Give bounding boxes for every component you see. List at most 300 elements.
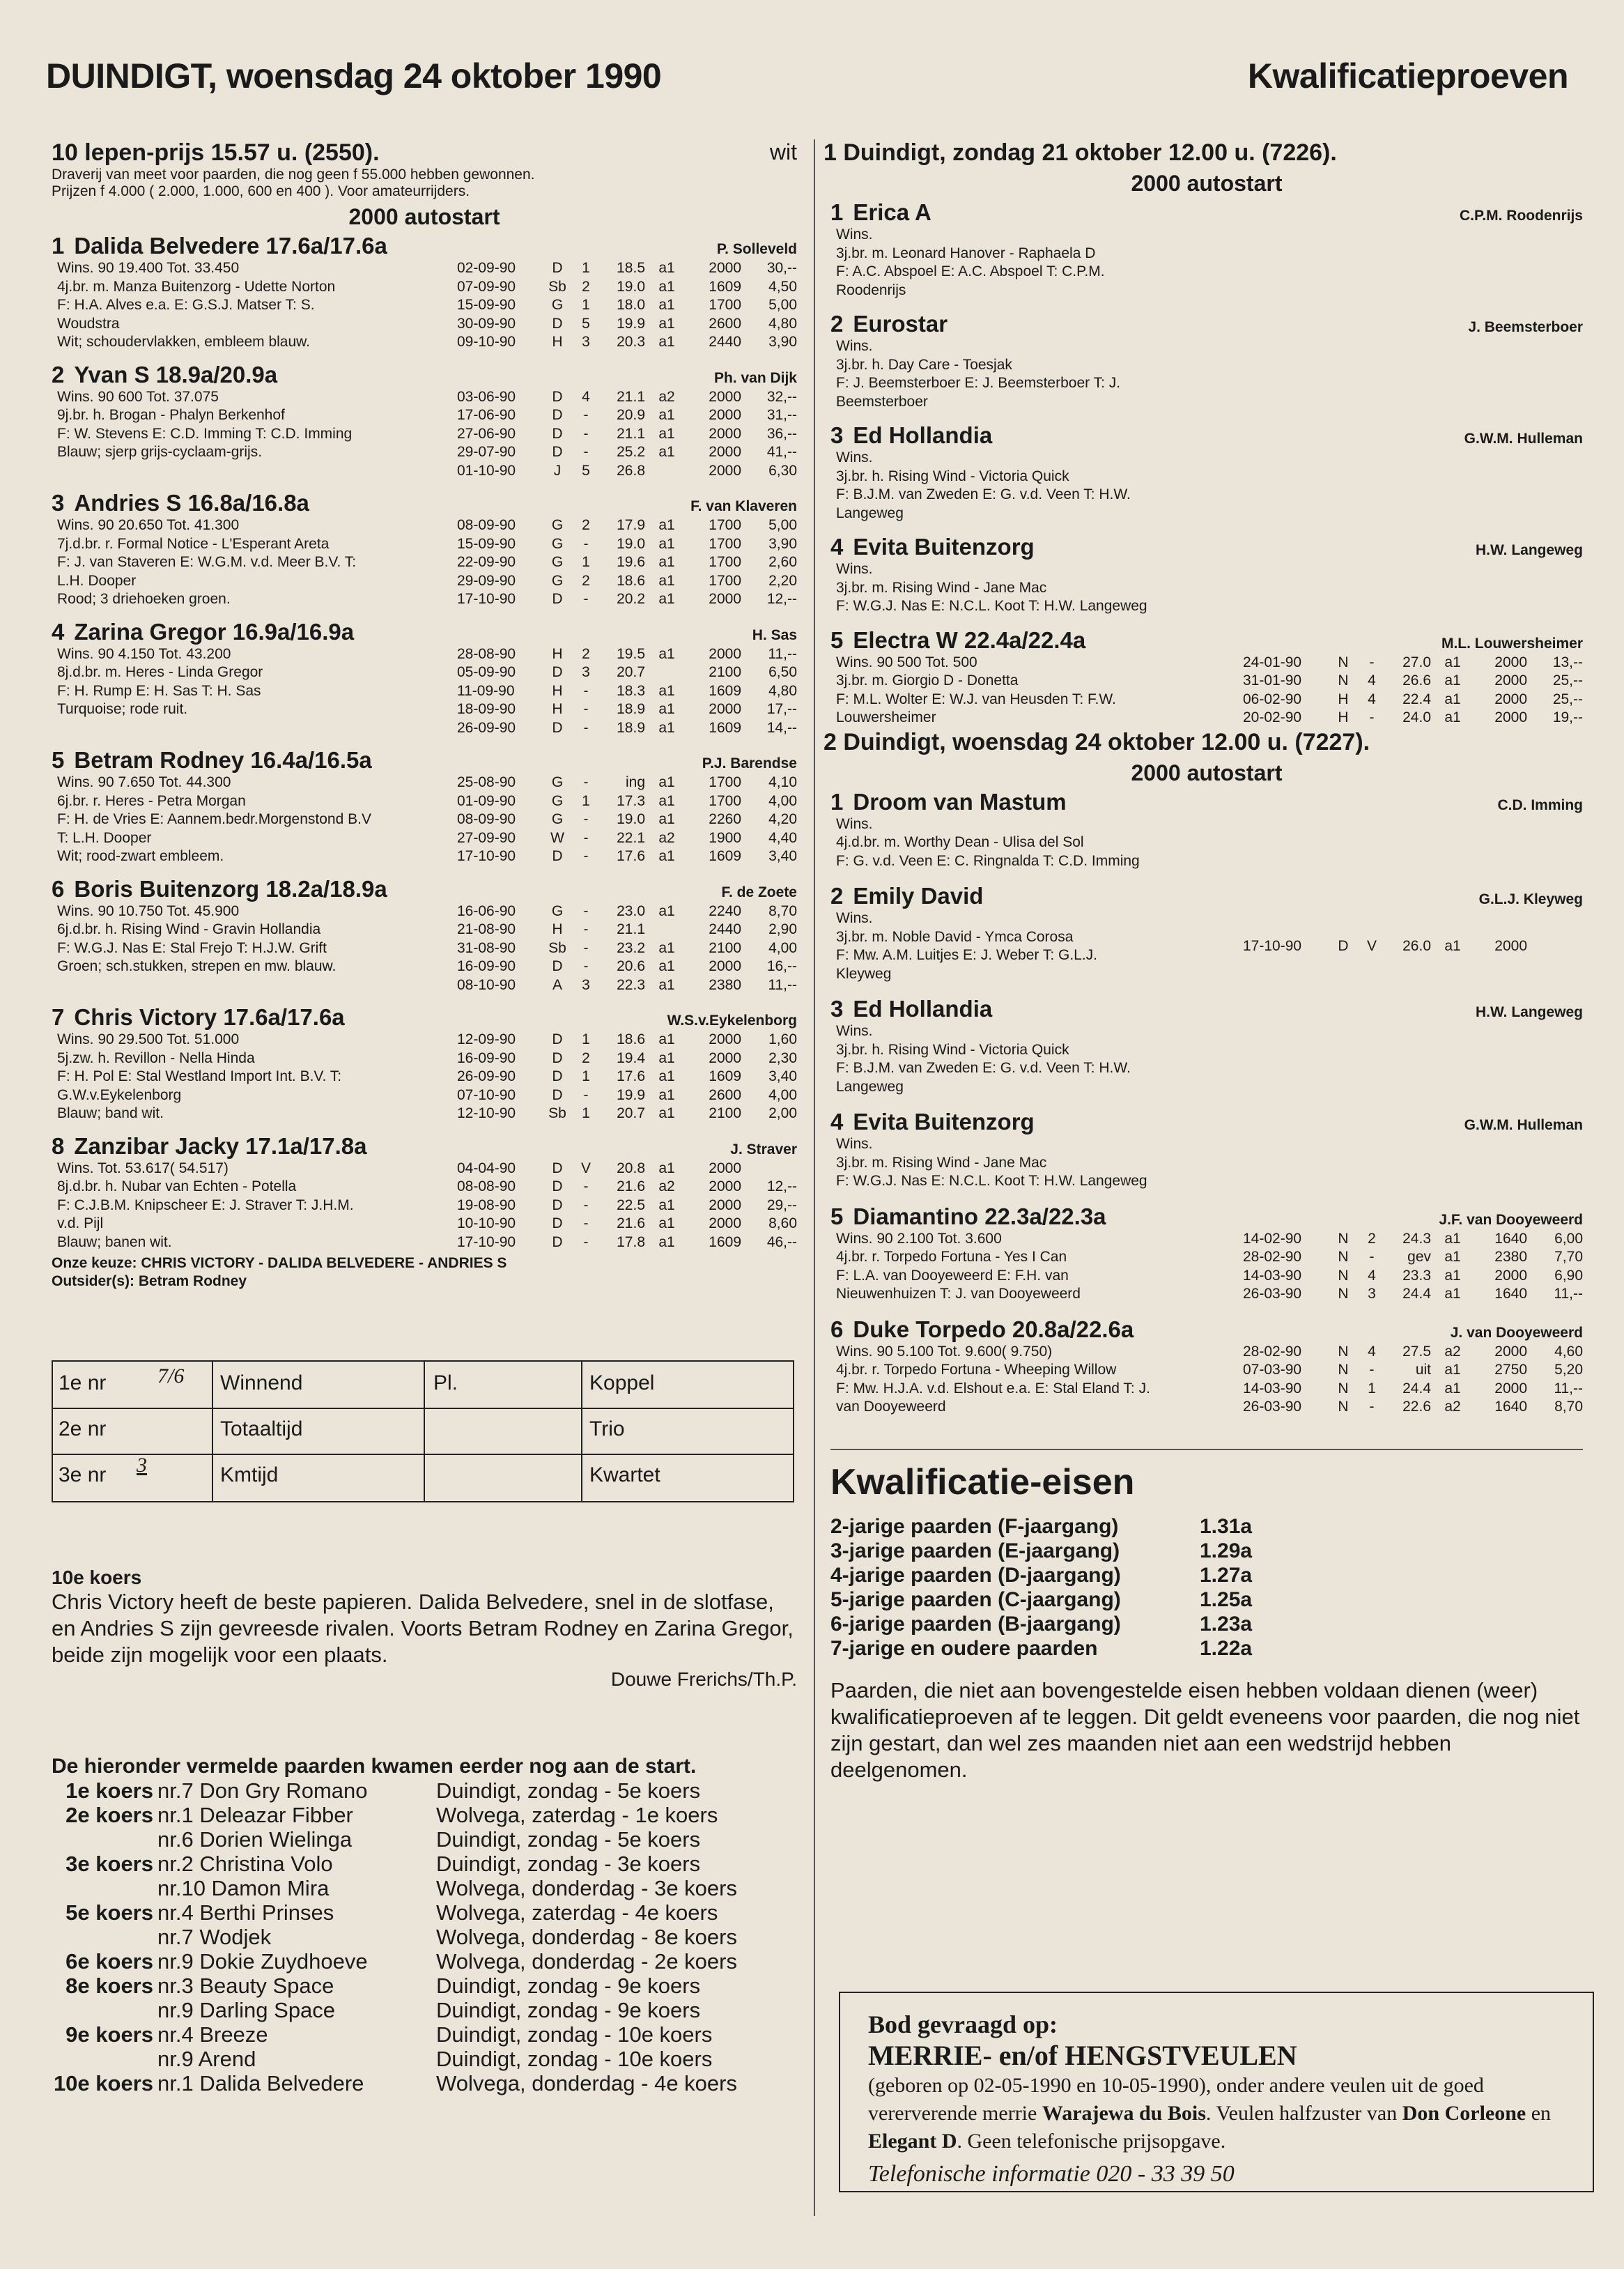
record-cell: a1 <box>658 517 675 533</box>
record-cell: 16-09-90 <box>457 958 516 974</box>
record-row <box>457 278 797 297</box>
record-row <box>457 1049 797 1068</box>
record-cell: 19-08-90 <box>457 1197 516 1213</box>
horse-entry <box>52 1004 797 1123</box>
record-cell: - <box>583 591 589 607</box>
horse-number: 2 <box>830 883 844 909</box>
horse-info-line: 9j.br. h. Brogan - Phalyn Berkenhof <box>57 407 285 423</box>
record-cell: 20.6 <box>617 958 645 974</box>
eisen-age: 2-jarige paarden (F-jaargang) <box>830 1514 1119 1538</box>
record-cell: a1 <box>658 645 675 662</box>
horse-title <box>52 362 797 388</box>
record-cell: 4 <box>1368 1343 1376 1360</box>
record-cell: 21.6 <box>617 1178 645 1194</box>
record-cell: a1 <box>658 572 675 589</box>
horse-name-text: Emily David <box>853 883 984 909</box>
comment-block <box>52 1567 797 1691</box>
horse-info-line: Wit; schoudervlakken, embleem blauw. <box>57 334 310 350</box>
horse-info <box>830 226 1583 300</box>
record-cell: 1640 <box>1494 1230 1527 1247</box>
record-cell: 1609 <box>709 1233 741 1250</box>
race-description <box>52 167 797 200</box>
record-cell: 27-06-90 <box>457 425 516 442</box>
horse-info <box>830 1135 1583 1191</box>
record-cell: 28-02-90 <box>1243 1343 1302 1360</box>
record-cell: a1 <box>658 315 675 332</box>
horse-info-line: Wins. <box>836 1136 873 1152</box>
record-cell: 4,20 <box>768 811 797 827</box>
record-cell: 2000 <box>709 260 741 276</box>
horse-info-line: Wit; rood-zwart embleem. <box>57 848 224 864</box>
record-cell: D <box>552 1178 563 1194</box>
record-cell: - <box>583 701 589 717</box>
horse-info-line: Turquoise; rode ruit. <box>57 701 188 717</box>
race-desc-line: Draverij van meet voor paarden, die nog geen f 55.000 hebben gewonnen. <box>52 167 535 183</box>
horse-info-line: 3j.br. m. Rising Wind - Jane Mac <box>836 579 1047 596</box>
record-cell: 24.4 <box>1402 1380 1431 1397</box>
horse-records <box>457 1031 797 1123</box>
record-row <box>1243 909 1583 983</box>
record-row <box>457 1178 797 1197</box>
horse-info-line: Groen; sch.stukken, strepen en mw. blauw. <box>57 958 337 974</box>
record-cell: 1,60 <box>768 1031 797 1047</box>
horse-info-line: 4j.d.br. m. Worthy Dean - Ulisa del Sol <box>836 834 1084 850</box>
record-cell: 4,00 <box>768 1086 797 1103</box>
horse-info-line: F: C.J.B.M. Knipscheer E: J. Straver T: J.H.M. <box>57 1197 354 1213</box>
record-cell: 5 <box>582 462 590 479</box>
race-autostart: 2000 autostart <box>348 204 500 229</box>
horse-driver: G.L.J. Kleyweg <box>1478 891 1583 907</box>
eisen-time: 1.23a <box>1200 1612 1253 1636</box>
outsiders: Outsider(s): Betram Rodney <box>52 1273 247 1289</box>
record-row <box>457 1031 797 1049</box>
results-first-label: 1e nr <box>59 1371 107 1394</box>
record-cell: 24.0 <box>1402 709 1431 725</box>
race-desc-line: Prijzen f 4.000 ( 2.000, 1.000, 600 en 400 ). Voor amateurrijders. <box>52 183 470 199</box>
record-cell: 4,80 <box>768 315 797 332</box>
horse-title <box>830 1203 1583 1230</box>
horse-name <box>830 1316 1134 1343</box>
previous-row <box>52 1803 737 1827</box>
results-second-label: 2e nr <box>59 1417 107 1440</box>
previous-cell: 2e koers <box>65 1803 153 1827</box>
horse-name-text: Electra W 22.4a/22.4a <box>853 626 1086 653</box>
record-row <box>457 847 797 866</box>
record-cell: - <box>583 829 589 846</box>
horse-driver: J. Beemsterboer <box>1468 319 1583 335</box>
record-cell: a1 <box>1444 1230 1461 1247</box>
record-cell: a2 <box>1444 1343 1461 1360</box>
horse-entry <box>830 199 1583 300</box>
horse-body <box>830 1343 1583 1417</box>
record-row <box>457 572 797 591</box>
record-cell: 4 <box>1368 672 1376 689</box>
horse-entry <box>830 996 1583 1096</box>
record-cell: 1 <box>582 260 590 276</box>
record-cell: 19.0 <box>617 811 645 827</box>
horse-name-text: Boris Buitenzorg 18.2a/18.9a <box>74 875 387 902</box>
record-cell: 2750 <box>1494 1362 1527 1378</box>
record-cell: 2 <box>582 572 590 589</box>
record-cell: 6,90 <box>1554 1267 1583 1284</box>
record-cell: 2000 <box>1494 937 1527 954</box>
previous-cell <box>52 2047 157 2071</box>
horse-info-line: F: W.G.J. Nas E: N.C.L. Koot T: H.W. Langeweg <box>836 1173 1147 1189</box>
record-cell: - <box>1369 709 1375 725</box>
previous-row <box>52 1876 737 1900</box>
horse-body <box>52 388 797 481</box>
record-row <box>1243 1267 1583 1286</box>
record-cell: 2,20 <box>768 572 797 589</box>
horse-name <box>830 534 1035 560</box>
record-cell: 1 <box>582 1068 590 1084</box>
record-cell: 22.5 <box>617 1197 645 1213</box>
record-cell: V <box>580 1160 591 1176</box>
horse-info <box>52 774 457 866</box>
record-cell: 20.2 <box>617 591 645 607</box>
record-cell: - <box>1369 1399 1375 1415</box>
record-cell: 29,-- <box>766 1197 797 1213</box>
horse-name <box>52 362 277 388</box>
horse-info-line: Wins. 90 500 Tot. 500 <box>836 654 977 670</box>
previous-cell <box>52 1876 157 1900</box>
horse-name <box>830 1109 1035 1135</box>
record-cell: a1 <box>658 260 675 276</box>
record-cell: 07-10-90 <box>457 1086 516 1103</box>
record-row <box>457 535 797 554</box>
record-cell: 1700 <box>709 517 741 533</box>
previous-cell <box>52 1925 157 1949</box>
record-cell: - <box>583 774 589 790</box>
horse-entry <box>830 534 1583 616</box>
record-cell: 2380 <box>709 976 741 993</box>
ad-heading: Bod gevraagd op: <box>868 2010 1058 2038</box>
record-cell: 17-10-90 <box>1243 937 1302 954</box>
record-cell: 17.6 <box>617 1068 645 1084</box>
results-divider <box>212 1362 213 1501</box>
record-cell: 17.3 <box>617 792 645 809</box>
handwritten-third: 3 <box>137 1454 147 1477</box>
horse-info-line: F: W.G.J. Nas E: Stal Frejo T: H.J.W. Grift <box>57 939 327 956</box>
record-cell: 20.3 <box>617 334 645 350</box>
record-row <box>457 1233 797 1252</box>
record-cell: 22.6 <box>1402 1399 1431 1415</box>
record-cell: 4,40 <box>768 829 797 846</box>
horse-info <box>52 645 457 738</box>
horse-name-text: Duke Torpedo 20.8a/22.6a <box>853 1316 1134 1342</box>
record-cell: 3 <box>582 976 590 993</box>
record-cell: G <box>551 792 564 809</box>
record-cell: 2000 <box>709 425 741 442</box>
horse-info-line: 3j.br. h. Rising Wind - Victoria Quick <box>836 1041 1069 1058</box>
record-cell: - <box>583 1197 589 1213</box>
record-cell: 12,-- <box>766 1178 797 1194</box>
horse-info-line: Wins. <box>836 561 873 577</box>
record-cell: a1 <box>658 278 675 295</box>
horse-info-line: F: M.L. Wolter E: W.J. van Heusden T: F.W. <box>836 691 1116 707</box>
previous-cell: nr.3 Beauty Space <box>157 1974 334 1998</box>
record-cell: G <box>551 572 564 589</box>
results-divider <box>581 1362 582 1501</box>
previous-row <box>52 1827 737 1852</box>
record-row <box>457 957 797 976</box>
results-divider <box>424 1362 425 1501</box>
record-cell: - <box>583 444 589 460</box>
record-cell: 3,90 <box>768 535 797 552</box>
record-cell: 22.3 <box>617 976 645 993</box>
record-cell: D <box>552 1086 563 1103</box>
horse-body <box>830 654 1583 728</box>
record-cell: 2,90 <box>768 921 797 937</box>
horse-entry <box>52 876 797 995</box>
record-cell: D <box>552 848 563 864</box>
horse-info-line: 3j.br. m. Rising Wind - Jane Mac <box>836 1154 1047 1171</box>
record-cell: 03-06-90 <box>457 388 516 405</box>
eisen-title: Kwalificatie-eisen <box>830 1461 1135 1502</box>
record-cell: 16-09-90 <box>457 1049 516 1066</box>
horse-entry <box>830 311 1583 411</box>
horse-name-text: Zarina Gregor 16.9a/16.9a <box>74 618 355 645</box>
record-cell: 2000 <box>709 407 741 423</box>
horse-info-line: T: L.H. Dooper <box>57 829 152 846</box>
record-cell: 26.0 <box>1402 937 1431 954</box>
results-winnend: Winnend <box>220 1371 303 1394</box>
column-divider <box>814 139 815 2216</box>
record-cell <box>1527 909 1583 983</box>
previous-cell: 6e koers <box>65 1949 153 1974</box>
record-cell: G <box>551 902 564 919</box>
record-cell: 1700 <box>709 535 741 552</box>
horse-info-line: Wins. Tot. 53.617( 54.517) <box>57 1160 229 1176</box>
horse-entry <box>830 1203 1583 1304</box>
record-cell: a2 <box>658 388 675 405</box>
record-cell: 1700 <box>709 792 741 809</box>
ad-text <box>868 2072 1565 2155</box>
qual1-title: 1 Duindigt, zondag 21 oktober 12.00 u. (7226). <box>823 139 1337 166</box>
record-cell: 18.5 <box>617 260 645 276</box>
previous-cell: Wolvega, donderdag - 4e koers <box>436 2071 737 2095</box>
record-cell: 2000 <box>1494 1380 1527 1397</box>
horse-driver: C.D. Imming <box>1497 797 1583 813</box>
record-cell: - <box>583 425 589 442</box>
record-row <box>457 810 797 829</box>
horse-number: 1 <box>830 199 844 225</box>
record-cell <box>645 921 688 939</box>
horse-info-line: 5j.zw. h. Revillon - Nella Hinda <box>57 1049 255 1066</box>
results-kwartet: Kwartet <box>589 1463 660 1486</box>
race-horse-list <box>52 233 797 1252</box>
record-cell: 29-09-90 <box>457 572 516 589</box>
record-row <box>1243 1248 1583 1267</box>
eisen-row <box>830 1636 1252 1661</box>
results-third-label: 3e nr <box>59 1463 107 1486</box>
record-cell: a1 <box>658 535 675 552</box>
record-cell: D <box>552 1233 563 1250</box>
record-cell: a1 <box>658 334 675 350</box>
record-row <box>1243 1380 1583 1399</box>
record-cell: 16-06-90 <box>457 902 516 919</box>
record-cell: H <box>1338 691 1349 707</box>
record-cell: 11,-- <box>768 976 797 993</box>
record-cell: 7,70 <box>1554 1249 1583 1265</box>
record-cell: 02-09-90 <box>457 260 516 276</box>
horse-info-line: 4j.br. r. Torpedo Fortuna - Yes I Can <box>836 1249 1067 1265</box>
record-cell: - <box>1369 1249 1375 1265</box>
record-cell: - <box>583 902 589 919</box>
record-row <box>1243 654 1583 672</box>
horse-name-text: Zanzibar Jacky 17.1a/17.8a <box>74 1132 367 1159</box>
previous-cell: Duindigt, zondag - 3e koers <box>436 1852 701 1876</box>
previous-cell <box>52 1998 157 2022</box>
record-cell: 6,50 <box>768 664 797 680</box>
record-cell: 2000 <box>709 444 741 460</box>
record-cell: a1 <box>658 1215 675 1231</box>
previous-cell: nr.4 Berthi Prinses <box>157 1900 334 1925</box>
record-cell: 1 <box>582 297 590 313</box>
horse-body <box>830 909 1583 983</box>
record-cell: 08-08-90 <box>457 1178 516 1194</box>
record-cell: 14-03-90 <box>1243 1380 1302 1397</box>
record-cell: 2 <box>582 1049 590 1066</box>
record-cell: 23.3 <box>1402 1267 1431 1284</box>
qual1-autostart: 2000 autostart <box>1131 171 1283 196</box>
previous-cell: 5e koers <box>65 1900 153 1925</box>
record-cell: 2 <box>582 278 590 295</box>
horse-name <box>830 996 992 1022</box>
horse-info-line: Wins. 90 5.100 Tot. 9.600( 9.750) <box>836 1343 1053 1360</box>
horse-info-line: F: B.J.M. van Zweden E: G. v.d. Veen T: H.W. <box>836 1060 1131 1076</box>
horse-info-line: G.W.v.Eykelenborg <box>57 1086 182 1103</box>
record-cell: 16,-- <box>766 958 797 974</box>
record-row <box>457 682 797 701</box>
record-cell: 1 <box>582 792 590 809</box>
record-cell: 2000 <box>1494 709 1527 725</box>
previous-cell: nr.6 Dorien Wielinga <box>157 1827 353 1852</box>
record-cell: 20-02-90 <box>1243 709 1302 725</box>
record-row <box>457 406 797 425</box>
record-cell: 23.0 <box>617 902 645 919</box>
previous-row <box>52 1998 737 2022</box>
horse-info-line: Louwersheimer <box>836 709 936 725</box>
previous-cell: 1e koers <box>65 1778 153 1803</box>
record-row <box>457 259 797 278</box>
horse-info <box>830 560 1583 616</box>
horse-driver: F. de Zoete <box>721 884 797 900</box>
horse-records <box>457 902 797 995</box>
record-cell: 4 <box>1368 1267 1376 1284</box>
previous-cell: Duindigt, zondag - 5e koers <box>436 1827 701 1852</box>
record-cell: 08-09-90 <box>457 811 516 827</box>
record-cell: 24.3 <box>1402 1230 1431 1247</box>
horse-number: 4 <box>830 1109 844 1134</box>
record-cell: 32,-- <box>766 388 797 405</box>
horse-driver: H.W. Langeweg <box>1475 1004 1583 1020</box>
record-cell: a1 <box>658 1086 675 1103</box>
record-row <box>457 516 797 535</box>
record-cell: a1 <box>658 444 675 460</box>
previous-row <box>52 2022 737 2047</box>
record-cell: 2260 <box>709 811 741 827</box>
horse-driver: G.W.M. Hulleman <box>1464 1117 1583 1133</box>
horse-records <box>457 259 797 352</box>
record-cell: 21.1 <box>617 921 645 937</box>
record-cell: 1700 <box>709 554 741 570</box>
previous-cell: Duindigt, zondag - 9e koers <box>436 1998 701 2022</box>
record-cell: 26-09-90 <box>457 1068 516 1084</box>
record-cell: 18.9 <box>617 701 645 717</box>
record-cell: a1 <box>658 976 675 993</box>
results-divider <box>53 1408 793 1409</box>
record-cell: 46,-- <box>766 1233 797 1250</box>
horse-name-text: Eurostar <box>853 311 948 337</box>
horse-number: 1 <box>52 233 65 259</box>
record-cell: a1 <box>1444 1362 1461 1378</box>
handwritten-first: 7/6 <box>157 1364 185 1387</box>
horse-records <box>457 388 797 481</box>
record-cell: 30-09-90 <box>457 315 516 332</box>
eisen-row <box>830 1587 1252 1612</box>
left-column <box>52 139 797 2095</box>
horse-title <box>830 422 1583 449</box>
record-row <box>1243 1285 1583 1304</box>
eisen-table <box>830 1514 1252 1661</box>
record-cell: 4,80 <box>768 682 797 699</box>
record-cell: D <box>552 1197 563 1213</box>
record-cell: 3,40 <box>768 1068 797 1084</box>
record-cell: D <box>552 444 563 460</box>
record-cell: - <box>583 958 589 974</box>
eisen-time: 1.25a <box>1200 1587 1253 1611</box>
section-title: Kwalificatieproeven <box>1247 56 1568 95</box>
eisen-time: 1.27a <box>1200 1563 1253 1587</box>
record-cell: a1 <box>658 1105 675 1121</box>
record-cell: 21.1 <box>617 425 645 442</box>
horse-name <box>52 619 354 645</box>
record-cell: H <box>552 921 563 937</box>
record-cell: 07-03-90 <box>1243 1362 1302 1378</box>
horse-info-line: Wins. <box>836 449 873 466</box>
record-cell: 1609 <box>709 719 741 736</box>
record-row <box>1243 672 1583 691</box>
record-cell: 19.4 <box>617 1049 645 1066</box>
record-cell: 2440 <box>709 921 741 937</box>
horse-records <box>1243 909 1583 983</box>
results-pl: Pl. <box>433 1371 458 1394</box>
record-cell: - <box>1369 654 1375 670</box>
horse-info-line: Kleyweg <box>836 965 892 982</box>
record-cell: D <box>552 388 563 405</box>
eisen-row <box>830 1612 1252 1636</box>
record-cell: 2380 <box>1494 1249 1527 1265</box>
record-cell: 1 <box>582 554 590 570</box>
previous-heading: De hieronder vermelde paarden kwamen eerder nog aan de start. <box>52 1755 697 1778</box>
horse-info-line: L.H. Dooper <box>57 572 137 589</box>
horse-number: 5 <box>830 626 844 653</box>
horse-title <box>830 311 1583 337</box>
horse-info-line: F: Mw. A.M. Luitjes E: J. Weber T: G.L.J. <box>836 947 1098 963</box>
record-cell: uit <box>1415 1362 1431 1378</box>
record-cell: 3 <box>1368 1286 1376 1302</box>
record-cell: D <box>552 1068 563 1084</box>
record-cell: 2000 <box>1494 1343 1527 1360</box>
horse-driver: H.W. Langeweg <box>1475 542 1583 558</box>
horse-info-line: 6j.d.br. h. Rising Wind - Gravin Hollandia <box>57 921 321 937</box>
record-cell: 08-10-90 <box>457 976 516 993</box>
record-cell: 1 <box>582 1105 590 1121</box>
previous-cell: nr.7 Wodjek <box>157 1925 272 1949</box>
previous-cell: nr.9 Darling Space <box>157 1998 336 2022</box>
record-cell: 1609 <box>709 848 741 864</box>
